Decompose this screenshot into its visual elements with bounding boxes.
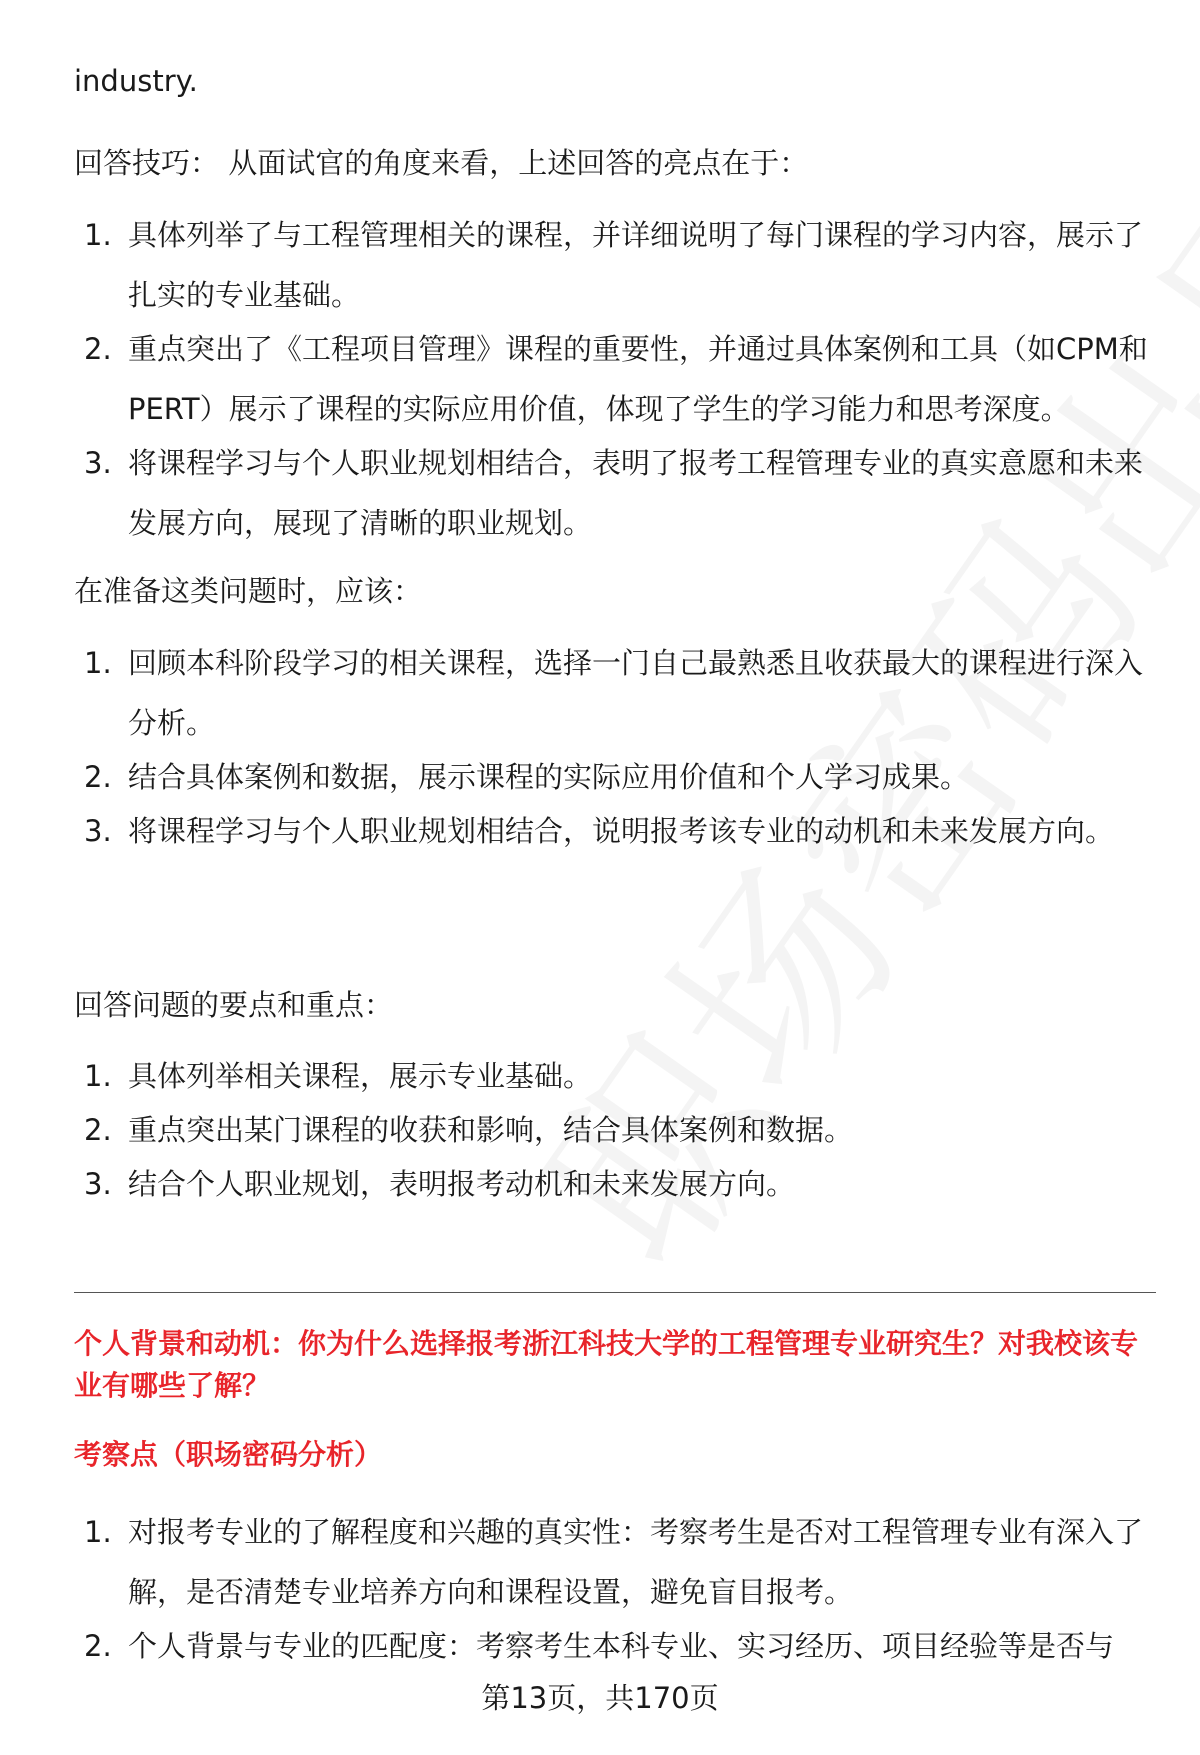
prepare-list [74,633,1154,861]
intro-tail: industry. [74,64,198,98]
list-item: 2. 重点突出了《工程项目管理》课程的重要性，并通过具体案例和工具（如CPM和PERT）展示了课程的实际应用价值，体现了学生的学习能力和思考深度。 [84,332,1148,426]
tips-list [74,205,1154,553]
question-points-list [74,1502,1154,1676]
list-item: 2. 个人背景与专业的匹配度：考察考生本科专业、实习经历、项目经验等是否与 [84,1629,1115,1663]
question-subtitle: 考察点（职场密码分析） [74,1438,383,1471]
list-item: 3. 将课程学习与个人职业规划相结合，表明了报考工程管理专业的真实意愿和未来发展方向，展现了清晰的职业规划。 [84,446,1144,540]
keypoints-list [74,1046,1154,1214]
list-item: 3. 结合个人职业规划，表明报考动机和未来发展方向。 [84,1167,796,1201]
list-item: 1. 具体列举相关课程，展示专业基础。 [84,1059,593,1093]
question-title: 个人背景和动机：你为什么选择报考浙江科技大学的工程管理专业研究生？对我校该专业有哪些了解？ [74,1327,1139,1402]
list-item: 2. 结合具体案例和数据，展示课程的实际应用价值和个人学习成果。 [84,760,970,794]
list-item: 1. 回顾本科阶段学习的相关课程，选择一门自己最熟悉且收获最大的课程进行深入分析。 [84,646,1144,740]
keypoints-label: 回答问题的要点和重点： [74,988,394,1022]
section-divider [74,1292,1156,1293]
list-item: 1. 对报考专业的了解程度和兴趣的真实性：考察考生是否对工程管理专业有深入了解，是否清楚专业培养方向和课程设置，避免盲目报考。 [84,1515,1144,1609]
page-number: 第13页，共170页 [481,1681,719,1715]
prepare-label: 在准备这类问题时，应该： [74,574,423,608]
tips-label: 回答技巧： 从面试官的角度来看，上述回答的亮点在于： [74,146,809,180]
list-item: 2. 重点突出某门课程的收获和影响，结合具体案例和数据。 [84,1113,854,1147]
list-item: 3. 将课程学习与个人职业规划相结合，说明报考该专业的动机和未来发展方向。 [84,814,1115,848]
list-item: 1. 具体列举了与工程管理相关的课程，并详细说明了每门课程的学习内容，展示了扎实的专业基础。 [84,218,1144,312]
